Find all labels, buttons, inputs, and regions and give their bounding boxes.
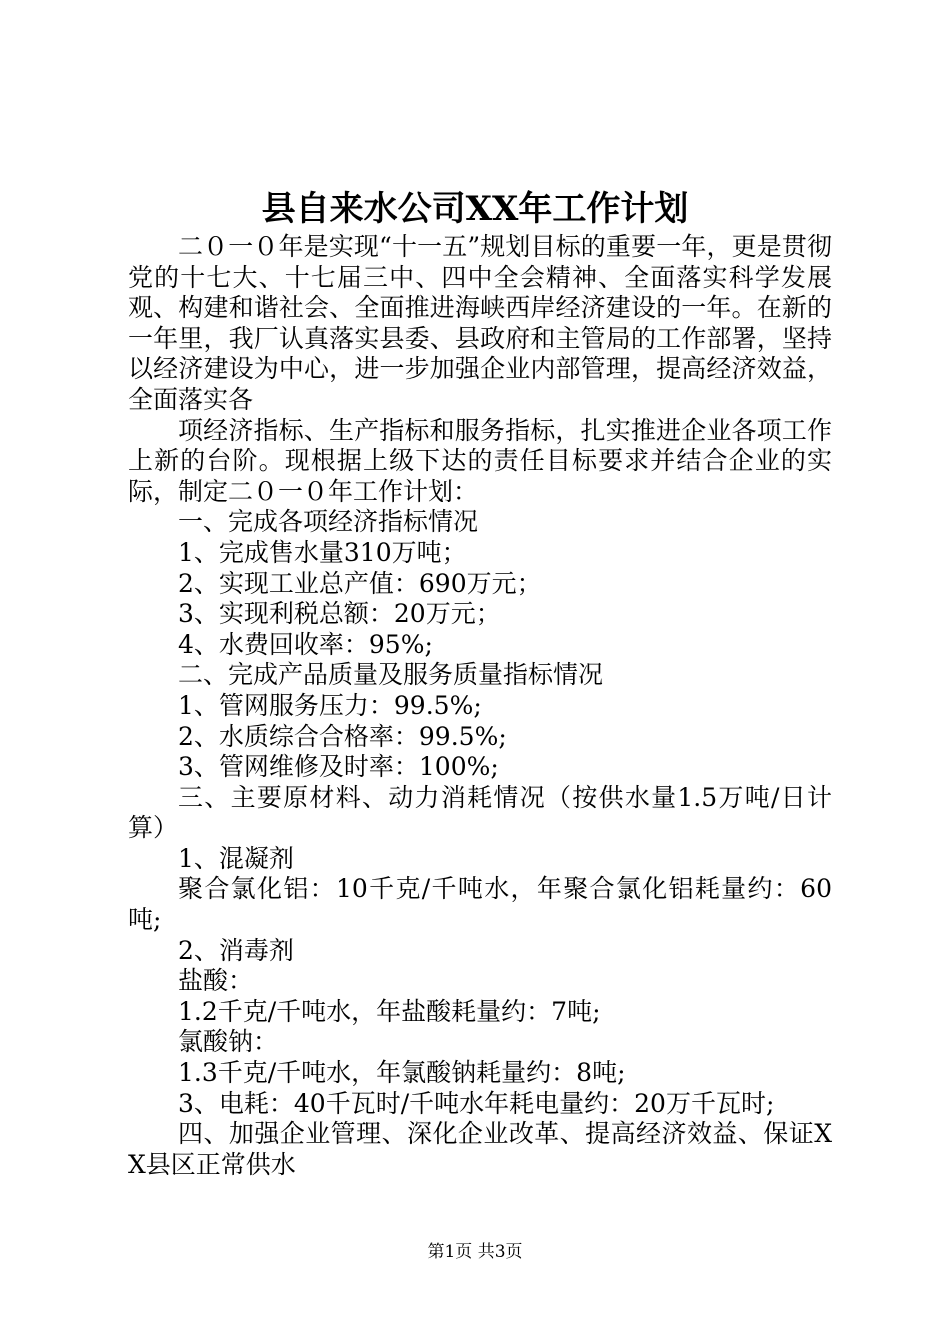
list-item: 1、混凝剂	[178, 843, 294, 873]
list-item: 2、实现工业总产值：690万元；	[178, 568, 542, 598]
list-item-detail: 氯酸钠：	[178, 1027, 279, 1057]
section-heading-4: 四、加强企业管理、深化企业改革、提高经济效益、保证XX县区正常供水	[128, 1119, 832, 1179]
section-heading-2: 二、完成产品质量及服务质量指标情况	[178, 660, 604, 690]
section-heading-3: 三、主要原材料、动力消耗情况（按供水量1.5万吨/日计算）	[128, 782, 832, 843]
list-item: 1、完成售水量310万吨；	[178, 537, 467, 567]
list-item-detail: 盐酸：	[178, 966, 254, 996]
paragraph-intro: 二０一０年是实现“十一五”规划目标的重要一年，更是贯彻党的十七大、十七届三中、四中全会精神、全面落实科学发展观、构建和谐社会、全面推进海峡西岸经济建设的一年。在新的一年里，我厂认真落实县委、县政府和主管局的工作部署，坚持以经济建设为中心，进一步加强企业内部管理，提高经济效益，全面落实各	[128, 232, 832, 414]
list-item: 2、消毒剂	[178, 935, 294, 965]
document-body	[128, 232, 832, 1180]
list-item: 3、电耗：40千瓦时/千吨水年耗电量约：20万千瓦时;	[178, 1088, 775, 1118]
page-number: 第1页 共3页	[427, 1242, 523, 1262]
list-item-detail: 聚合氯化铝：10千克/千吨水，年聚合氯化铝耗量约：60吨;	[128, 874, 832, 935]
list-item: 4、水费回收率：95%;	[178, 629, 433, 659]
list-item-detail: 1.2千克/千吨水，年盐酸耗量约：7吨;	[178, 996, 601, 1026]
section-heading-1: 一、完成各项经济指标情况	[178, 507, 479, 537]
list-item: 1、管网服务压力：99.5%;	[178, 690, 482, 720]
list-item: 3、管网维修及时率：100%;	[178, 752, 499, 782]
list-item: 2、水质综合合格率：99.5%;	[178, 721, 507, 751]
list-item-detail: 1.3千克/千吨水，年氯酸钠耗量约：8吨;	[178, 1058, 626, 1088]
paragraph-continuation: 项经济指标、生产指标和服务指标，扎实推进企业各项工作上新的台阶。现根据上级下达的责任目标要求并结合企业的实际，制定二０一０年工作计划：	[128, 415, 832, 506]
document-title: 县自来水公司XX年工作计划	[261, 189, 689, 229]
list-item: 3、实现利税总额：20万元；	[178, 599, 501, 629]
